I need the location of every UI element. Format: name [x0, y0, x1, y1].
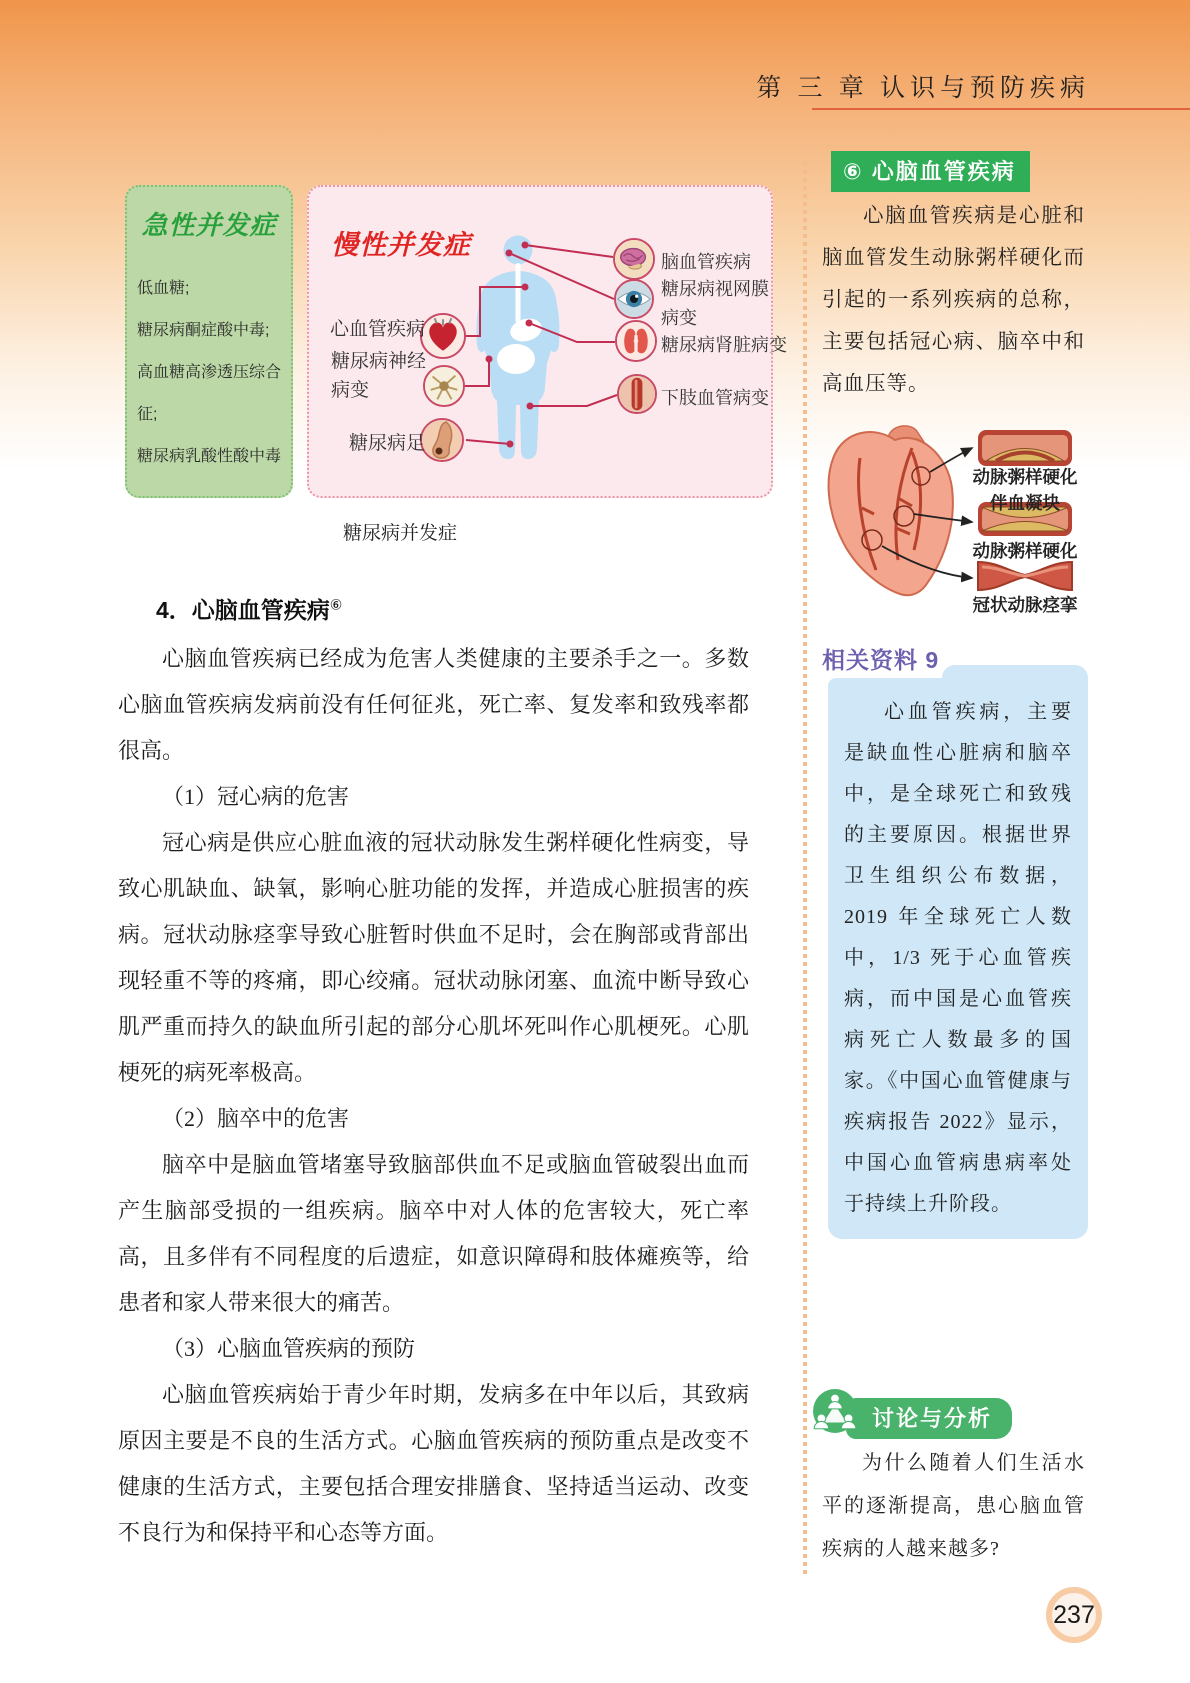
paragraph: 心脑血管疾病始于青少年时期，发病多在中年以后，其致病原因主要是不良的生活方式。心脑血管疾病的预防重点是改变不健康的生活方式，主要包括合理安排膳食、坚持适当运动、改变不良行为和保持平和心态等方面。	[118, 1382, 749, 1545]
term-badge: ⑥ 心脑血管疾病	[831, 151, 1030, 192]
discussion-people-icon	[812, 1388, 858, 1434]
brain-icon	[613, 238, 655, 280]
eye-icon	[614, 279, 654, 319]
discussion-badge: 讨论与分析	[846, 1398, 1012, 1439]
paragraph: 冠心病是供应心脏血液的冠状动脉发生粥样硬化性病变，导致心肌缺血、缺氧，影响心脏功能的发挥，并造成心脏损害的疾病。冠状动脉痉挛导致心脏暂时供血不足时，会在胸部或背部出现轻重不等的疼痛，即心绞痛。冠状动脉闭塞、血流中断导致心肌严重而持久的缺血所引起的部分心肌坏死叫作心肌梗死。心肌梗死的病死率极高。	[118, 830, 749, 1085]
acute-complications-box	[125, 185, 293, 498]
chapter-title: 第 三 章 认识与预防疾病	[756, 75, 1090, 102]
acute-box-title: 急性并发症	[141, 210, 277, 240]
section-number: 4．	[156, 597, 192, 623]
vessel-spasm-art	[978, 562, 1072, 590]
vessel-label-clot: 动脉粥样硬化 伴血凝块	[972, 467, 1078, 513]
page-number: 237	[1053, 1600, 1095, 1629]
related-material-box	[828, 678, 1088, 1239]
label-diabetic-neuropathy: 糖尿病神经病变	[331, 351, 427, 401]
page-number-badge	[1046, 1587, 1102, 1643]
paragraph: 脑卒中是脑血管堵塞导致脑部供血不足或脑血管破裂出血而产生脑部受损的一组疾病。脑卒中对人体的危害较大，死亡率高，且多伴有不同程度的后遗症，如意识障碍和肢体瘫痪等，给患者和家人带来很大的痛苦。	[118, 1152, 749, 1315]
section-title: 心脑血管疾病	[191, 597, 330, 623]
foot-icon	[420, 418, 464, 462]
sub-heading-coronary: （1）冠心病的危害	[162, 784, 350, 809]
vessel-label-spasm: 冠状动脉痉挛	[972, 595, 1078, 615]
footnote-ref: ⑥	[329, 596, 343, 613]
chronic-complications-box	[307, 185, 787, 498]
vessel-clot-art	[978, 430, 1072, 466]
label-cardiovascular-disease: 心血管疾病	[330, 319, 426, 340]
vessel-label-atherosclerosis: 动脉粥样硬化	[972, 541, 1078, 561]
label-cerebrovascular-disease: 脑血管疾病	[661, 252, 751, 272]
heart-illustration	[800, 418, 1085, 618]
main-text	[118, 636, 749, 1556]
label-diabetic-retinopathy: 糖尿病视网膜病变	[661, 279, 769, 328]
sub-heading-stroke: （2）脑卒中的危害	[162, 1106, 350, 1131]
label-diabetic-foot: 糖尿病足	[348, 433, 425, 454]
acute-item: 低血糖;	[137, 280, 190, 297]
label-lower-limb-vascular-disease: 下肢血管病变	[661, 388, 769, 408]
figure-caption: 糖尿病并发症	[342, 523, 457, 544]
acute-item: 糖尿病酮症酸中毒;	[137, 322, 270, 339]
chapter-underline	[812, 108, 1190, 110]
acute-item: 高血糖高渗透压综合征;	[137, 364, 282, 423]
vessel-icon	[617, 374, 657, 414]
discussion-question: 为什么随着人们生活水平的逐渐提高，患心脑血管疾病的人越来越多?	[822, 1452, 1085, 1560]
column-divider	[803, 146, 807, 1574]
kidney-icon	[615, 320, 657, 362]
term-definition: 心脑血管疾病是心脏和脑血管发生动脉粥样硬化而引起的一系列疾病的总称，主要包括冠心病、脑卒中和高血压等。	[822, 205, 1085, 395]
paragraph: 心脑血管疾病已经成为危害人类健康的主要杀手之一。多数心脑血管疾病发病前没有任何征兆，死亡率、复发率和致残率都很高。	[118, 646, 749, 763]
related-material-body: 心血管疾病，主要是缺血性心脏病和脑卒中，是全球死亡和致残的主要原因。根据世界卫生组织公布数据，2019 年全球死亡人数中，1/3 死于心血管疾病，而中国是心血管疾病死亡人数最多的国家。《中国心血管健康与疾病报告 2022》显示，中国心血管病患病率处于持续上升阶段。	[844, 701, 1072, 1215]
related-material-heading: 相关资料 9	[822, 647, 940, 673]
label-diabetic-nephropathy: 糖尿病肾脏病变	[661, 335, 787, 355]
section-heading	[156, 592, 342, 625]
chronic-box-title: 慢性并发症	[331, 230, 471, 260]
acute-item: 糖尿病乳酸性酸中毒	[137, 448, 282, 465]
sub-heading-prevention: （3）心脑血管疾病的预防	[162, 1336, 416, 1361]
